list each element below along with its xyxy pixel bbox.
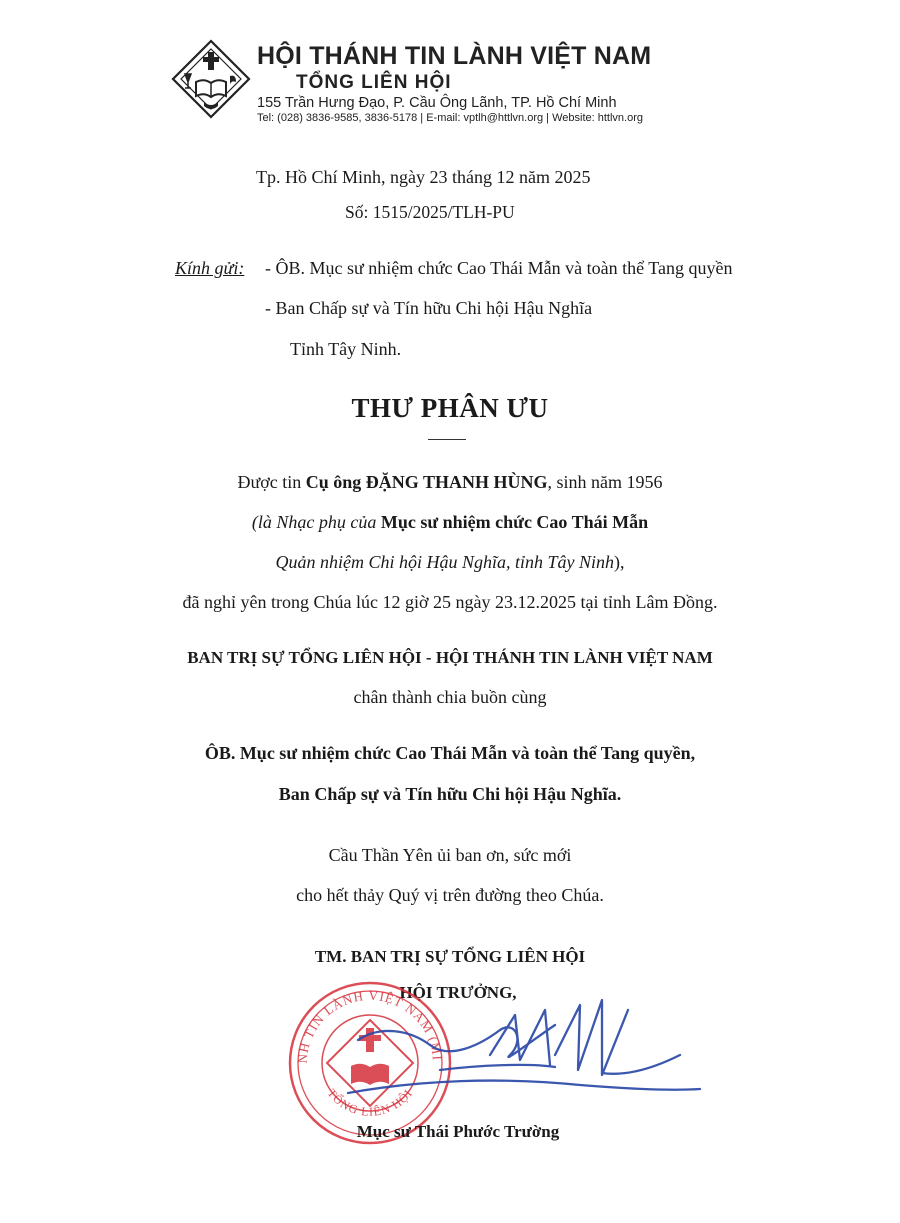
organization-contact: Tel: (028) 3836-9585, 3836-5178 | E-mail: vptlh@httlvn.org | Website: httlvn.org — [257, 112, 643, 124]
handwritten-signature-icon — [340, 985, 720, 1115]
organization-name: HỘI THÁNH TIN LÀNH VIỆT NAM — [257, 42, 652, 70]
signer-name: Mục sư Thái Phước Trường — [356, 1122, 560, 1141]
reference-number: Số: 1515/2025/TLH-PU — [345, 202, 515, 222]
body-text: Quản nhiệm Chi hội Hậu Nghĩa, tỉnh Tây Ninh — [275, 552, 614, 572]
recipient-line: Tỉnh Tây Ninh. — [290, 339, 402, 359]
body-text: , sinh năm 1956 — [547, 472, 663, 492]
body-text: (là Nhạc phụ của — [251, 512, 381, 532]
body-text: Được tin — [237, 472, 306, 492]
title-divider — [428, 439, 466, 440]
church-logo-icon — [170, 38, 252, 120]
body-line-2 — [0, 512, 900, 533]
seal-text-top: NH TIN LÀNH VIỆT NAM (MI — [294, 987, 446, 1064]
recipient-bold-2: Ban Chấp sự và Tín hữu Chi hội Hậu Nghĩa. — [278, 784, 622, 804]
recipient-line: - ÔB. Mục sư nhiệm chức Cao Thái Mẫn và toàn thể Tang quyền — [265, 258, 733, 278]
seal-text-bottom: TỔNG LIÊN HỘI — [324, 1086, 416, 1119]
prayer-line-2: cho hết thảy Quý vị trên đường theo Chúa. — [296, 885, 604, 905]
body-line-1 — [0, 472, 900, 493]
organization-subname: TỔNG LIÊN HỘI — [296, 72, 452, 93]
recipient-line: - Ban Chấp sự và Tín hữu Chi hội Hậu Nghĩa — [265, 298, 593, 318]
pastor-name: Mục sư nhiệm chức Cao Thái Mẫn — [380, 512, 649, 532]
signer-position: HỘI TRƯỞNG, — [399, 983, 517, 1002]
recipient-bold-1: ÔB. Mục sư nhiệm chức Cao Thái Mẫn và toàn thể Tang quyền, — [204, 743, 696, 763]
body-line-4: đã nghỉ yên trong Chúa lúc 12 giờ 25 ngày 23.12.2025 tại tỉnh Lâm Đồng. — [182, 592, 718, 612]
condolence-line: chân thành chia buồn cùng — [353, 687, 547, 707]
body-text: ), — [614, 552, 625, 572]
body-line-3 — [0, 552, 900, 573]
prayer-line-1: Cầu Thần Yên ủi ban ơn, sức mới — [328, 845, 572, 865]
on-behalf-line: TM. BAN TRỊ SỰ TỔNG LIÊN HỘI — [314, 947, 586, 966]
board-name: BAN TRỊ SỰ TỔNG LIÊN HỘI - HỘI THÁNH TIN LÀNH VIỆT NAM — [187, 648, 713, 667]
deceased-name: Cụ ông ĐẶNG THANH HÙNG — [305, 472, 548, 492]
letter-title: THƯ PHÂN ƯU — [351, 393, 549, 423]
date-line: Tp. Hồ Chí Minh, ngày 23 tháng 12 năm 2025 — [256, 167, 591, 187]
organization-address: 155 Trần Hưng Đạo, P. Cầu Ông Lãnh, TP. Hồ Chí Minh — [257, 95, 617, 111]
recipients-label: Kính gửi: — [175, 258, 245, 278]
